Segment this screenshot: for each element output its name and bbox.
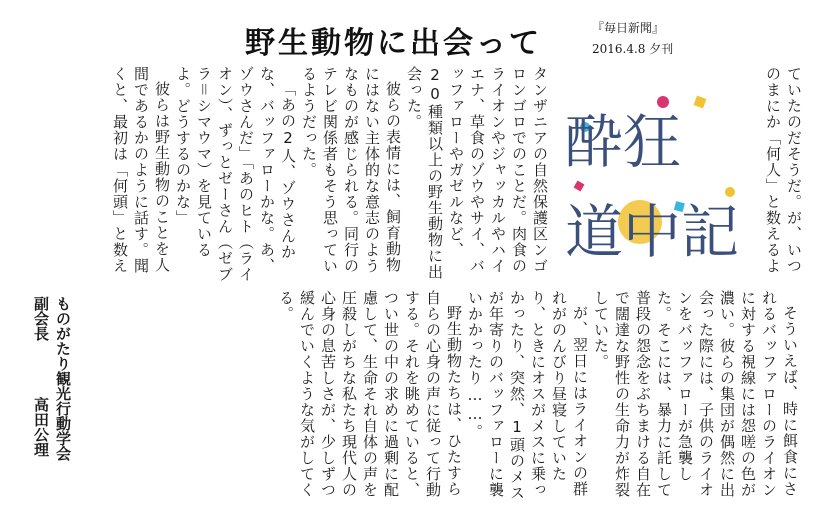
source-label: 『毎日新聞』: [592, 21, 665, 35]
author-credit: [30, 296, 74, 502]
column-logo: [555, 82, 755, 267]
column-upper-left: [10, 66, 550, 288]
suikyo-dochuki-logo: [555, 82, 755, 267]
author-name: 高田公理: [32, 397, 50, 457]
paragraph: 野生動物たちは、ひたすら自らの心身の声に従って行動する。それを眺めていると、つい世の中の求めに過剰に配慮して、生命それ自体の声を圧殺しがちな私たち現代人の心身の息苦しさが、少しずつ緩んでいくような気がしてくる。: [277, 290, 463, 498]
paragraph: 彼らの表情には、飼育動物にはない主体的な意志のようなものが感じられる。同行のテレビ関係者もそう思っているようだった。: [300, 66, 402, 274]
paragraph: 「あの2人、ゾウさんかな、バッファローかな。あ、ゾウさんだ」「あのヒト（ライオン）、ずっとゼーさん（ゼブラ＝シマウマ）を見ているよ。どうするのかな」: [174, 66, 297, 283]
author-role-text: 副会長: [32, 296, 50, 341]
paragraph: 彼らは野生動物のことを人間であるかのように話す。聞くと、最初は「何頭」と数え: [111, 66, 171, 274]
paragraph: そういえば、時に餌食にされるバッファローのライオンに対する視線には怨嗟の色が濃い。彼らの集団が偶然に出会った際には、子供のライオンをバッファローが急襲した。そこには、暴力に託して普段の怨念をぶちまける自在で闊達な野性の生命力が炸裂していた。: [592, 290, 799, 498]
author-org: ものがたり観光行動学会: [54, 296, 72, 461]
column-upper-right: [762, 66, 804, 288]
paragraph: ていたのだそうだ。が、いつのまにか「何人」と数えるよ: [764, 66, 803, 274]
column-lower-right: [110, 290, 800, 508]
logo-text: 道中記: [565, 198, 740, 266]
author-role: [30, 296, 52, 502]
paragraph: タンザニアの自然保護区ンゴロンゴロでのことだ。肉食のライオンやジャッカルやハイエナ、草食のゾウやサイ、バッファローやガゼルなど、20種類以上の野生動物に出会った。: [405, 66, 549, 280]
publication-date: 2016.4.8 夕刊: [592, 42, 674, 56]
logo-text: 酔狂: [565, 108, 682, 176]
paragraph: が、翌日にはライオンの群れがのんびり昼寝していたり、ときにオスがメスに乗っかったり、突然、1頭のメスが年寄りのバッファローに襲いかかったり……。: [466, 290, 589, 501]
headline: 野生動物に出会って: [245, 26, 542, 61]
